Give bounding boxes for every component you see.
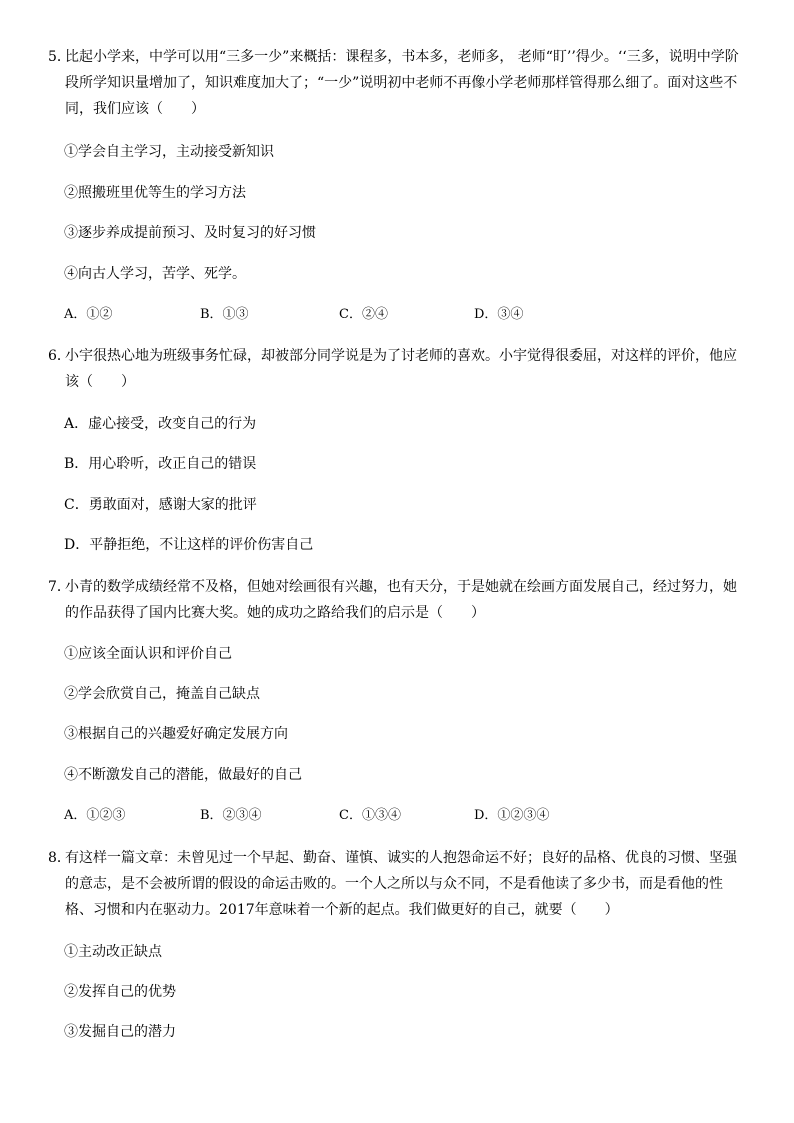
statement-item: ③发掘自己的潜力 [64,1024,176,1040]
answer-choice-c: C．①③④ [339,808,401,823]
statement-item: ②发挥自己的优势 [64,984,176,1000]
statement-item: ①学会自主学习，主动接受新知识 [64,144,274,160]
question-number: 8． [48,850,71,866]
answer-option-c: C．勇敢面对，感谢大家的批评 [64,497,257,513]
statement-item: ②照搬班里优等生的学习方法 [64,185,246,201]
answer-choice-a: A．①② [64,307,113,322]
question-5 [48,44,748,122]
statement-item: ③根据自己的兴趣爱好确定发展方向 [64,726,288,742]
answer-choice-c: C．②④ [339,307,388,322]
question-stem: 比起小学来，中学可以用“三多一少”来概括：课程多，书本多，老师多， 老师“盯’’得少。‘‘三多，说明中学阶段所学知识量增加了，知识难度加大了；“一少”说明初中老师不再像小学老师那样管得那么细了。面对这些不同，我们应该（ ） [65,49,739,117]
question-number: 5． [48,49,71,65]
question-number: 6． [48,348,71,364]
answer-option-b: B．用心聆听，改正自己的错误 [64,456,257,472]
statement-item: ①主动改正缺点 [64,944,162,960]
answer-choice-b: B．①③ [200,307,249,322]
question-stem: 小青的数学成绩经常不及格，但她对绘画很有兴趣，也有天分，于是她就在绘画方面发展自己，经过努力，她的作品获得了国内比赛大奖。她的成功之路给我们的启示是（ ） [65,579,737,621]
statement-item: ④不断激发自己的潜能，做最好的自己 [64,767,302,783]
statement-item: ④向古人学习，苦学、死学。 [64,266,246,282]
question-number: 7． [48,579,71,595]
question-stem: 小宇很热心地为班级事务忙碌，却被部分同学说是为了讨老师的喜欢。小宇觉得很委屈，对这样的评价，他应该（ ） [65,348,737,390]
question-7 [48,574,748,626]
question-6 [48,343,748,395]
question-stem: 有这样一篇文章：未曾见过一个早起、勤奋、谨慎、诚实的人抱怨命运不好；良好的品格、优良的习惯、坚强的意志，是不会被所谓的假设的命运击败的。一个人之所以与众不同，不是看他读了多少书，而是看他的性格、习惯和内在驱动力。2017年意味着一个新的起点。我们做更好的自己，就要（ ） [65,850,737,918]
answer-choice-b: B．②③④ [200,808,262,823]
statement-item: ①应该全面认识和评价自己 [64,646,232,662]
statement-item: ②学会欣赏自己，掩盖自己缺点 [64,686,260,702]
question-8 [48,845,748,923]
answer-option-d: D．平静拒绝，不让这样的评价伤害自己 [64,537,314,553]
answer-choice-a: A．①②③ [64,808,126,823]
answer-choice-d: D．③④ [474,307,524,322]
statement-item: ③逐步养成提前预习、及时复习的好习惯 [64,225,316,241]
answer-choice-d: D．①②③④ [474,808,550,823]
answer-option-a: A．虚心接受，改变自己的行为 [64,416,257,432]
